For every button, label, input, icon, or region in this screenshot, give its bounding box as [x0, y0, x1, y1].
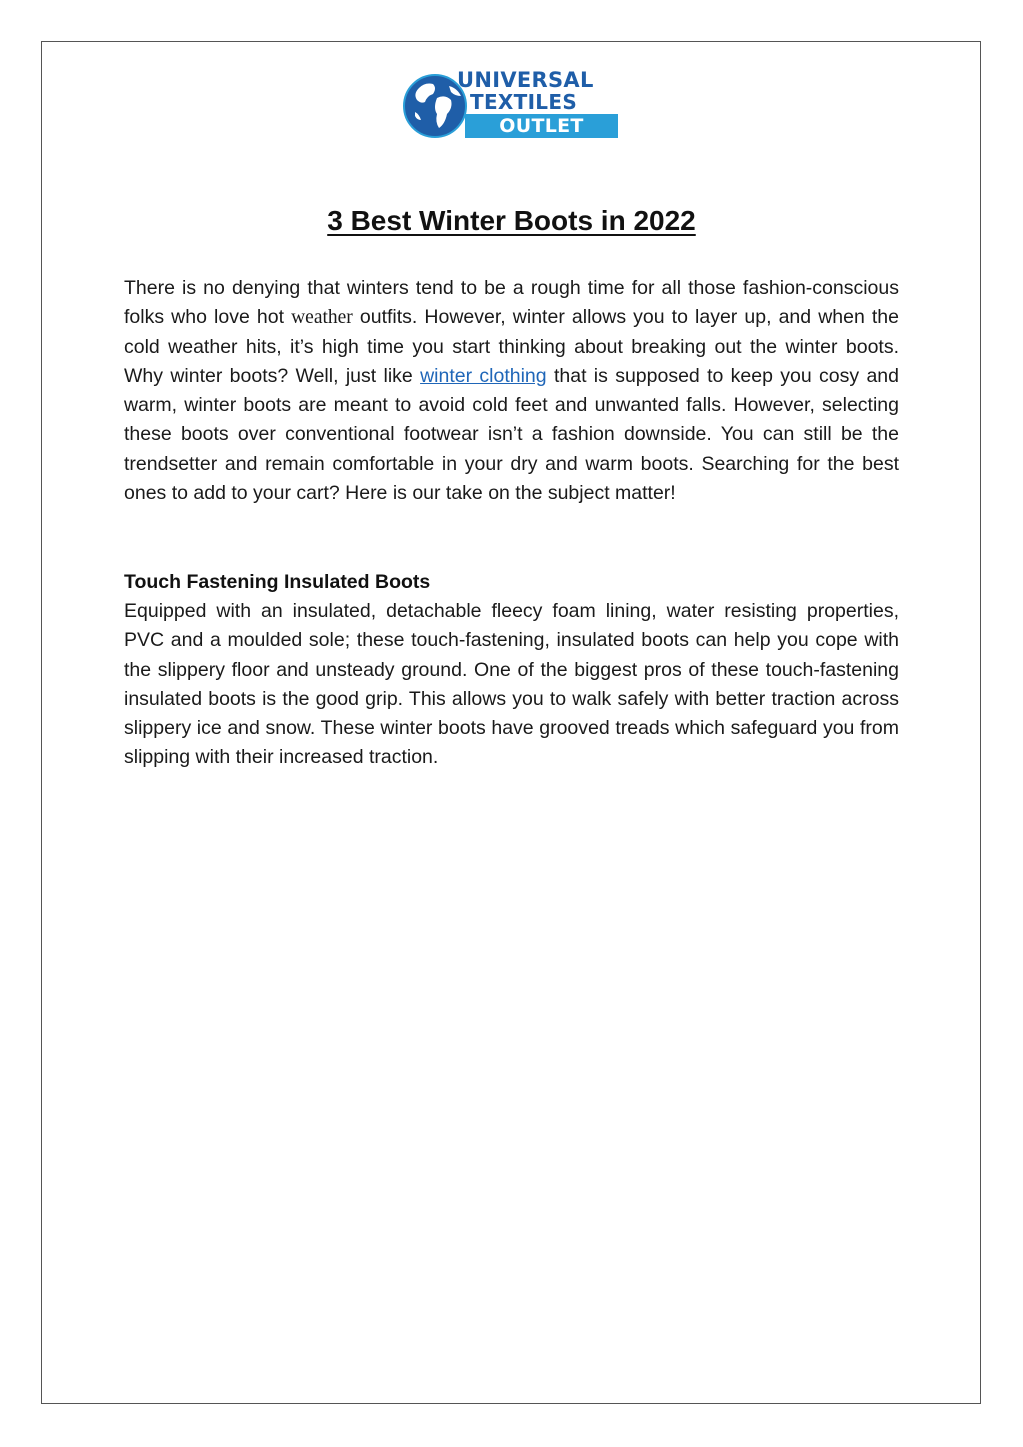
- document-title: 3 Best Winter Boots in 2022: [327, 205, 696, 236]
- logo-text-universal: UNIVERSAL: [457, 68, 594, 92]
- intro-text-2: outfits. However, winter allows you to layer up, and when the cold weather hits, it’s high time you start thinking about breaking out the winter boots. Why winter boots? Well, just like: [124, 306, 899, 387]
- intro-text-1: There is no denying that winters tend to be a rough time for all those fashion-conscious folks who love hot: [124, 277, 899, 329]
- winter-clothing-link[interactable]: winter clothing: [420, 364, 547, 387]
- section-heading: Touch Fastening Insulated Boots: [124, 571, 431, 593]
- intro-paragraph: [124, 274, 899, 508]
- intro-serif-word: weather: [291, 307, 353, 329]
- section-paragraph: Equipped with an insulated, detachable fleecy foam lining, water resisting properties, PVC and a moulded sole; these touch-fastening, insulated boots can help you cope with the slippery floor and unsteady ground. One of the biggest pros of these touch-fastening insulated boots is the good grip. This allows you to walk safely with better traction across slippery ice and snow. These winter boots have grooved treads which safeguard you from slipping with their increased traction.: [124, 600, 899, 769]
- logo-text-textiles: TEXTILES: [470, 90, 578, 114]
- intro-text-3: that is supposed to keep you cosy and warm, winter boots are meant to avoid cold feet and unwanted falls. However, selecting these boots over conventional footwear isn’t a fashion downside. You can still be the trendsetter and remain comfortable in your dry and warm boots. Searching for the best ones to add to your cart? Here is our take on the subject matter!: [124, 364, 900, 505]
- logo-text-outlet: OUTLET: [465, 114, 618, 138]
- brand-logo: [401, 68, 619, 140]
